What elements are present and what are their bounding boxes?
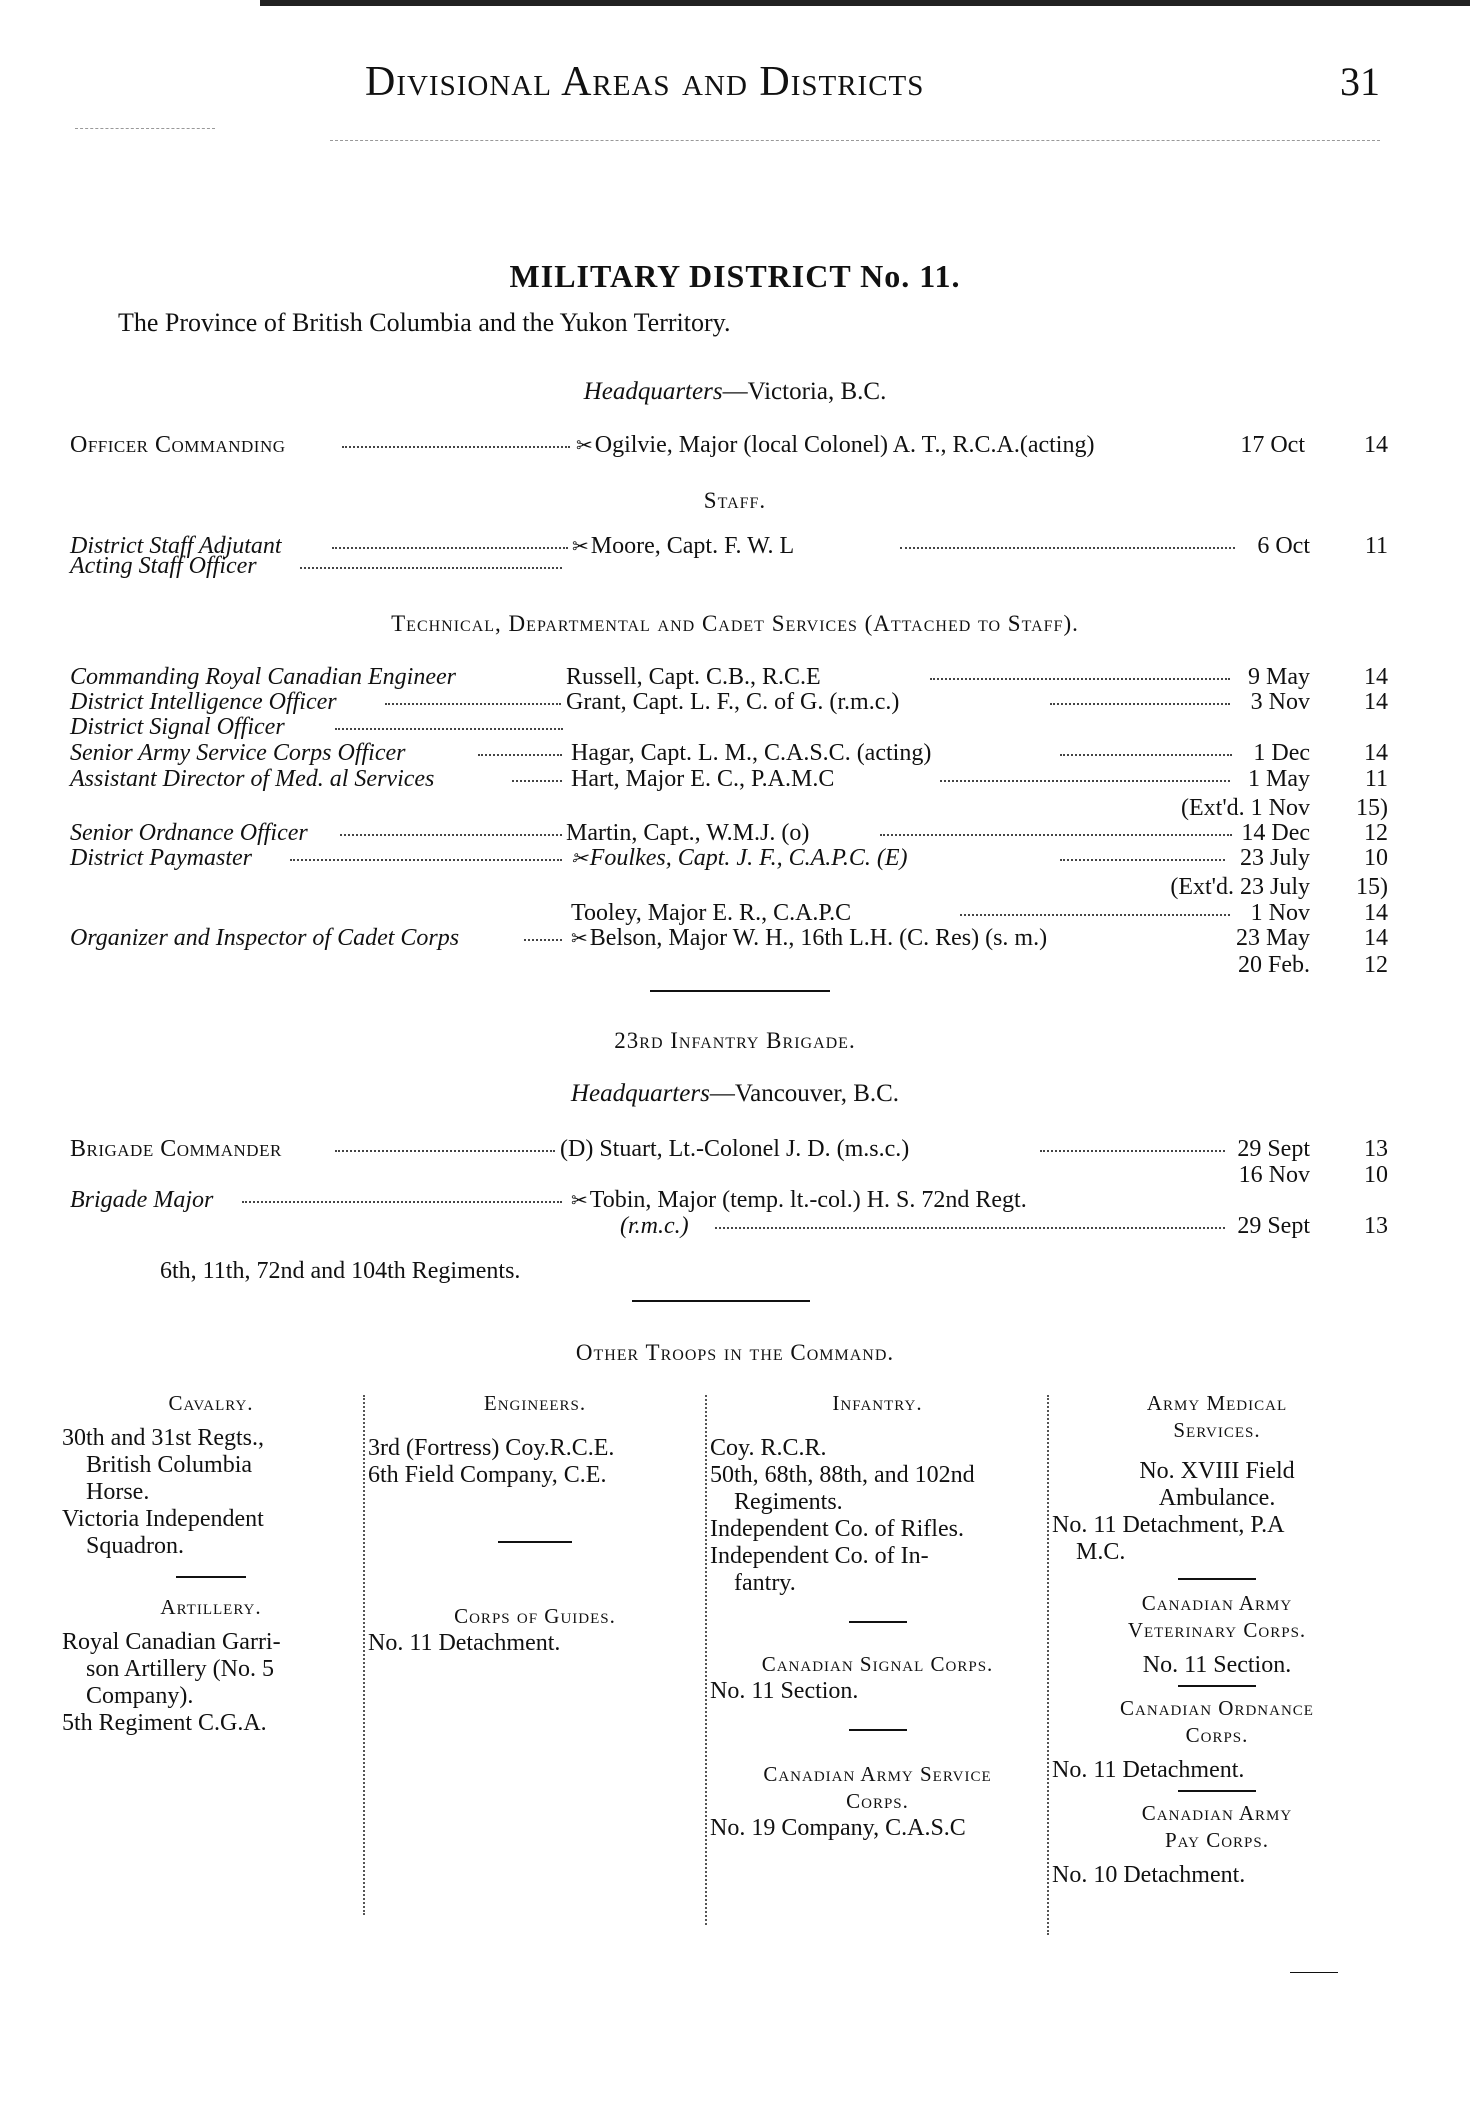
row-year: 13 [1364,1213,1388,1239]
row-label: District Signal Officer [70,714,285,740]
row-date: 1 Nov [1250,900,1310,926]
scissors-icon: ✂ [571,1190,588,1212]
row-date: 23 May [1236,925,1310,951]
row-label: Assistant Director of Med. al Services [70,766,435,792]
column-separator [705,1395,707,1925]
row-year: 15) [1356,795,1388,821]
list-item: Squadron. [86,1533,184,1559]
technical-row [0,845,1470,875]
list-item: Regiments. [734,1489,843,1515]
row-name: Hagar, Capt. L. M., C.A.S.C. (acting) [571,740,932,766]
list-item: Ambulance. [1158,1485,1276,1511]
staff-heading: Staff. [703,488,767,513]
row-year: 14 [1364,900,1388,926]
technical-heading: Technical, Departmental and Cadet Services (Attached to Staff). [391,611,1079,636]
row-date: 14 Dec [1241,820,1310,846]
column-divider [849,1621,907,1623]
district-subtitle: The Province of British Columbia and the Yukon Territory. [118,308,731,337]
technical-row [0,952,1470,982]
row-date: 29 Sept [1237,1136,1310,1162]
list-item: No. 11 Section. [710,1678,859,1704]
list-item: 50th, 68th, 88th, and 102nd [710,1462,975,1488]
row-name: Grant, Capt. L. F., C. of G. (r.m.c.) [566,689,900,715]
list-item: Victoria Independent [62,1506,264,1532]
end-mark [1290,1972,1338,1973]
column-separator [1047,1395,1049,1935]
list-item: son Artillery (No. 5 [86,1656,274,1682]
column-divider [1178,1685,1256,1687]
list-item: No. 10 Detachment. [1052,1862,1246,1888]
technical-row [0,925,1470,955]
column-heading: Corps of Guides. [454,1604,616,1628]
row-name: Tooley, Major E. R., C.A.P.C [571,900,852,926]
brigade-headquarters: Headquarters—Vancouver, B.C. [570,1080,900,1107]
row-name: (r.m.c.) [620,1213,689,1239]
row-year: 12 [1364,820,1388,846]
row-label: Brigade Commander [70,1136,282,1162]
column-heading: Infantry. [832,1391,923,1415]
row-label: District Staff Adjutant [70,533,282,559]
row-label: Acting Staff Officer [70,553,257,579]
row-name: Russell, Capt. C.B., R.C.E [566,664,821,690]
column-divider [176,1576,246,1578]
column-heading: Canadian Army [1141,1801,1293,1825]
medical-column [1052,1390,1382,1889]
technical-row [0,766,1470,796]
row-year: 14 [1364,740,1388,766]
list-item: Horse. [86,1479,150,1505]
column-heading: Services. [1173,1418,1261,1442]
row-name: Hart, Major E. C., P.A.M.C [571,766,835,792]
district-headquarters: Headquarters—Victoria, B.C. [583,378,887,405]
row-label: District Paymaster [70,845,252,871]
list-item: 6th Field Company, C.E. [368,1462,607,1488]
row-label: Officer Commanding [70,432,286,458]
list-item: No. 11 Section. [1142,1652,1292,1678]
row-date: 9 May [1248,664,1310,690]
top-border [260,0,1470,6]
column-heading: Artillery. [160,1595,262,1619]
row-date: (Ext'd. 23 July [1170,874,1310,900]
row-date: 20 Feb. [1238,952,1310,978]
row-name: ✂Ogilvie, Major (local Colonel) A. T., R.C.A.(acting) [576,432,1095,458]
scissors-icon: ✂ [571,928,588,950]
row-year: 11 [1364,533,1388,559]
row-label: Organizer and Inspector of Cadet Corps [70,925,460,951]
row-label: District Intelligence Officer [70,689,337,715]
column-heading: Army Medical [1146,1391,1288,1415]
column-heading: Pay Corps. [1165,1828,1269,1852]
list-item: 3rd (Fortress) Coy.R.C.E. [368,1435,615,1461]
column-divider [1178,1790,1256,1792]
column-separator [363,1395,365,1915]
list-item: British Columbia [86,1452,253,1478]
row-name: Martin, Capt., W.M.J. (o) [566,820,810,846]
list-item: Independent Co. of Rifles. [710,1516,964,1542]
section-divider [632,1300,810,1302]
list-item: Company). [86,1683,194,1709]
row-date: 23 July [1239,845,1310,871]
list-item: No. 11 Detachment. [1052,1757,1245,1783]
row-date: 6 Oct [1257,533,1310,559]
infantry-column [710,1390,1045,1842]
engineers-column [368,1390,702,1657]
row-date: 3 Nov [1250,689,1310,715]
row-name: ✂Tobin, Major (temp. lt.-col.) H. S. 72nd Regt. [571,1187,1027,1213]
header-rule [330,140,1380,141]
row-name: ✂Belson, Major W. H., 16th L.H. (C. Res) (s. m.) [571,925,1048,951]
column-heading: Canadian Army Service [763,1762,992,1786]
district-title: MILITARY DISTRICT No. 11. [509,258,961,294]
row-year: 14 [1364,664,1388,690]
section-divider [650,990,830,992]
column-heading: Corps. [1185,1723,1249,1747]
row-label: Commanding Royal Canadian Engineer [70,664,456,690]
scissors-icon: ✂ [571,848,588,870]
row-date: (Ext'd. 1 Nov [1181,795,1310,821]
page-number: 31 [1340,59,1380,104]
row-year: 10 [1364,1162,1388,1188]
row-year: 12 [1364,952,1388,978]
column-heading: Canadian Signal Corps. [761,1652,994,1676]
column-heading: Canadian Army [1141,1591,1293,1615]
scissors-icon: ✂ [576,435,593,457]
column-divider [849,1729,907,1731]
cavalry-column [62,1390,360,1737]
row-date: 1 May [1248,766,1310,792]
column-divider [498,1541,572,1543]
running-header: Divisional Areas and Districts [365,59,925,105]
row-year: 11 [1364,766,1388,792]
staff-row [0,553,1470,583]
scissors-icon: ✂ [572,536,589,558]
list-item: No. 19 Company, C.A.S.C [710,1815,966,1841]
row-date: 17 Oct [1240,432,1305,458]
list-item: No. 11 Detachment. [368,1630,561,1656]
list-item: Royal Canadian Garri- [62,1629,281,1655]
row-year: 14 [1364,432,1388,458]
header-rule-left [75,128,215,129]
row-year: 13 [1364,1136,1388,1162]
row-year: 15) [1356,874,1388,900]
list-item: fantry. [734,1570,796,1596]
other-troops-heading: Other Troops in the Command. [575,1340,895,1365]
brigade-regiments: 6th, 11th, 72nd and 104th Regiments. [160,1258,521,1284]
row-label: Senior Army Service Corps Officer [70,740,406,766]
row-date: 16 Nov [1238,1162,1310,1188]
list-item: M.C. [1076,1539,1126,1565]
row-year: 10 [1364,845,1388,871]
row-name: (D) Stuart, Lt.-Colonel J. D. (m.s.c.) [560,1136,910,1162]
list-item: No. XVIII Field [1139,1458,1295,1484]
brigade-heading: 23rd Infantry Brigade. [614,1028,856,1053]
row-label: Brigade Major [70,1187,214,1213]
column-heading: Cavalry. [168,1391,254,1415]
row-name: ✂Foulkes, Capt. J. F., C.A.P.C. (E) [571,845,908,871]
column-heading: Veterinary Corps. [1127,1618,1307,1642]
column-heading: Corps. [846,1789,909,1813]
row-year: 14 [1364,689,1388,715]
row-label: Senior Ordnance Officer [70,820,308,846]
list-item: No. 11 Detachment, P.A [1052,1512,1285,1538]
column-divider [1178,1578,1256,1580]
list-item: Coy. R.C.R. [710,1435,827,1461]
row-date: 1 Dec [1253,740,1310,766]
row-name: ✂Moore, Capt. F. W. L [572,533,795,559]
row-year: 14 [1364,925,1388,951]
list-item: 30th and 31st Regts., [62,1425,264,1451]
list-item: Independent Co. of In- [710,1543,929,1569]
list-item: 5th Regiment C.G.A. [62,1710,267,1736]
row-date: 29 Sept [1237,1213,1310,1239]
brigade-row [0,1213,1470,1243]
column-heading: Canadian Ordnance [1120,1696,1314,1720]
column-heading: Engineers. [483,1391,587,1415]
officer-commanding-row [0,432,1470,462]
